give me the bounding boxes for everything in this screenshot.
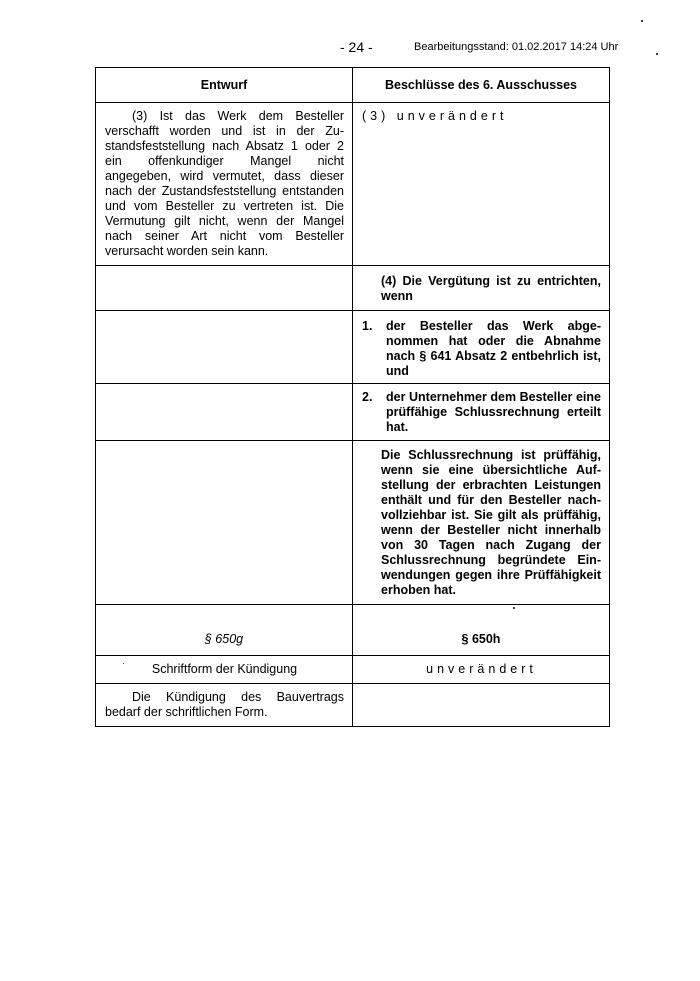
paragraph-3-draft: (3) Ist das Werk dem Besteller verschafft worden und ist in der Zustandsfeststellung nach Absatz 1 oder 2 ein offenkundiger Mangel nicht angegeben, wird vermutet, dass dieser nach der Zustandsfeststellung entstanden und vom Besteller zu vertreten ist. Die Vermutung gilt nicht, wenn der Mangel nach seiner Art nicht vom Besteller verursacht worden sein kann. [105, 109, 344, 258]
list-item-2 [353, 384, 609, 435]
section-number: § 650g [204, 632, 244, 646]
empty-cell [353, 684, 610, 727]
list-item-number: 1. [362, 319, 373, 333]
list-item-text: der Unternehmer dem Besteller eine prüffähige Schlussrechnung erteilt hat. [386, 390, 601, 434]
scan-speck [656, 53, 658, 55]
list-item-number: 2. [362, 390, 373, 404]
scan-speck [123, 663, 124, 664]
empty-cell [96, 266, 353, 311]
schlussrechnung-paragraph: Die Schlussrechnung ist prüffähig, wenn sie eine übersichtliche Aufstellung der erbrachten Leistungen enthält und für den Besteller nachvollziehbar ist. Sie gilt als prüffähig, wenn der Besteller nicht innerhalb von 30 Tagen nach Zugang der Schlussrechnung begründete Einwendungen gegen ihre Prüffähigkeit erhoben hat. [381, 448, 601, 597]
page-number: - 24 - [340, 39, 373, 55]
empty-cell [96, 441, 353, 605]
section-decision [353, 605, 609, 655]
scan-speck [641, 20, 643, 22]
section-draft [96, 605, 352, 655]
column-header-draft: Entwurf [96, 68, 353, 103]
empty-cell [96, 311, 353, 384]
scan-speck [513, 607, 515, 609]
list-item-text: der Besteller das Werk abgenommen hat oder die Abnahme nach § 641 Absatz 2 entbehrlich ist, und [386, 319, 601, 378]
paragraph-kuendigung-draft: Die Kündigung des Bauvertrags bedarf der schriftlichen Form. [105, 690, 344, 719]
section-heading-decision: unverändert [426, 662, 537, 676]
section-number: § 650h [461, 632, 501, 646]
empty-cell [96, 384, 353, 441]
revision-status: Bearbeitungsstand: 01.02.2017 14:24 Uhr [414, 41, 619, 53]
list-item-1 [353, 311, 609, 379]
section-heading-draft: Schriftform der Kündigung [151, 662, 298, 676]
paragraph-4-decision: (4) Die Vergütung ist zu entrichten, wenn [381, 274, 601, 303]
comparison-table [95, 67, 610, 727]
column-header-committee: Beschlüsse des 6. Ausschusses [353, 68, 610, 103]
paragraph-3-decision: (3) unverändert [362, 109, 508, 123]
